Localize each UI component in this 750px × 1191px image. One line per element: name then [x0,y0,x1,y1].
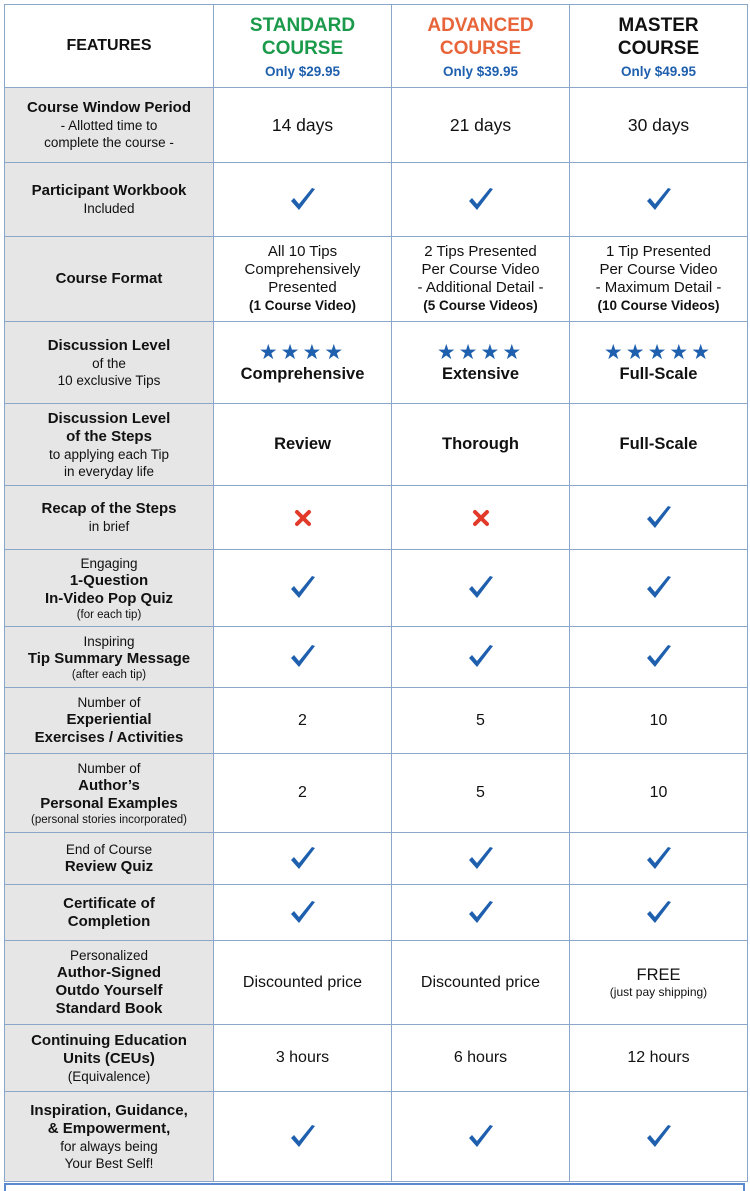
check-icon [466,904,496,921]
advanced-value: 21 days [392,88,570,163]
free-label: FREE [636,965,681,984]
x-icon [471,509,491,526]
feature-title: Outdo Yourself [55,982,163,999]
feature-title: 1-Question [69,571,149,589]
standard-value [214,627,392,688]
features-header: FEATURES [5,5,214,88]
feature-cell [5,754,214,833]
standard-value: 3 hours [214,1025,392,1092]
standard-value [214,486,392,550]
row-review-quiz [5,833,748,885]
format-line: Comprehensively [244,261,361,278]
feature-title: Experiential [66,711,152,728]
feature-title: Participant Workbook [31,182,187,199]
feature-cell [5,941,214,1025]
row-course-format [5,237,748,322]
star-rating-icon: ★★★★ [258,341,347,364]
check-icon [466,579,496,596]
master-value [570,833,748,885]
advanced-course-title-2: COURSE [439,37,522,59]
check-icon [644,850,674,867]
feature-title: Exercises / Activities [34,729,184,746]
check-icon [288,648,318,665]
row-pop-quiz [5,550,748,627]
shipping-note: (just pay shipping) [609,984,708,999]
feature-title: Personal Examples [40,794,178,812]
price-value: $39.95 [476,63,519,79]
standard-course-title-1: STANDARD [249,14,356,36]
row-ceus [5,1025,748,1092]
feature-title: Discussion Level [47,409,171,427]
price-value: $29.95 [298,63,341,79]
advanced-value [392,627,570,688]
format-line: 1 Tip Presented [605,243,712,260]
feature-pretext: End of Course [65,842,153,857]
advanced-course-header [392,5,570,88]
standard-value: 14 days [214,88,392,163]
row-experiential-exercises [5,688,748,754]
feature-subtext: Included [83,201,135,216]
standard-value [214,1092,392,1182]
feature-cell [5,885,214,941]
advanced-value [392,163,570,237]
feature-cell [5,1092,214,1182]
master-value: Full-Scale [570,404,748,486]
advanced-value: Discounted price [392,941,570,1025]
advanced-course-title-1: ADVANCED [427,14,534,36]
feature-note: (personal stories incorporated) [31,813,187,826]
standard-value: Discounted price [214,941,392,1025]
feature-cell [5,486,214,550]
master-value [570,163,748,237]
feature-cell [5,88,214,163]
advanced-value [392,486,570,550]
check-icon [644,579,674,596]
standard-value [214,237,392,322]
header-row [5,5,748,88]
feature-subtext: 10 exclusive Tips [57,372,161,388]
feature-note: (after each tip) [71,668,147,681]
master-value [570,237,748,322]
feature-subtext: in brief [88,519,130,534]
master-value [570,627,748,688]
standard-value: 2 [214,754,392,833]
format-line: - Additional Detail - [417,279,544,296]
master-value [570,486,748,550]
feature-title: Course Format [55,270,163,287]
feature-title: Units (CEUs) [63,1049,155,1067]
feature-subtext: Your Best Self! [64,1155,154,1171]
standard-course-title-2: COURSE [261,37,344,59]
feature-cell [5,163,214,237]
feature-title: Completion [67,912,151,930]
star-rating-icon: ★★★★★ [603,341,714,364]
master-course-title-1: MASTER [618,14,699,36]
feature-title: Review Quiz [64,858,154,875]
format-videos: (5 Course Videos) [423,298,538,313]
row-tip-summary [5,627,748,688]
advanced-value [392,237,570,322]
feature-cell [5,322,214,404]
feature-title: of the Steps [66,427,152,445]
check-icon [466,1128,496,1145]
check-icon [288,191,318,208]
advanced-value [392,322,570,404]
feature-pretext: Personalized [69,948,149,963]
master-value: 12 hours [570,1025,748,1092]
check-icon [288,579,318,596]
row-inspiration [5,1092,748,1182]
feature-title: Tip Summary Message [27,649,191,667]
level-label: Full-Scale [619,365,698,383]
price-prefix: Only [620,63,651,79]
format-videos: (10 Course Videos) [597,298,720,313]
advanced-value: Thorough [392,404,570,486]
master-course-title-2: COURSE [617,37,700,59]
feature-title: In-Video Pop Quiz [44,589,174,607]
standard-value [214,322,392,404]
row-discussion-level-steps [5,404,748,486]
feature-title: Course Window Period [26,99,192,116]
advanced-value [392,550,570,627]
feature-pretext: Engaging [80,555,138,571]
row-personal-examples [5,754,748,833]
feature-cell [5,404,214,486]
level-label: Comprehensive [240,365,365,383]
feature-title: Certificate of [63,894,155,912]
master-value [570,322,748,404]
check-icon [644,648,674,665]
master-value [570,1092,748,1182]
check-icon [644,1128,674,1145]
feature-title: Standard Book [55,1000,163,1017]
master-value: 30 days [570,88,748,163]
star-rating-icon: ★★★★ [436,341,525,364]
master-value [570,885,748,941]
row-discussion-level-tips [5,322,748,404]
x-icon [293,509,313,526]
price-value: $49.95 [654,63,697,79]
advanced-value: 5 [392,688,570,754]
price-prefix: Only [442,63,473,79]
feature-subtext: - Allotted time to [60,118,158,133]
master-value [570,941,748,1025]
check-icon [466,648,496,665]
feature-pretext: Number of [77,695,141,710]
feature-pretext: Inspiring [83,633,135,649]
check-icon [288,1128,318,1145]
price-prefix: Only [264,63,295,79]
standard-value [214,833,392,885]
format-line: Presented [268,279,337,296]
feature-cell [5,237,214,322]
advanced-value [392,885,570,941]
format-line: - Maximum Detail - [595,279,722,296]
feature-title: Continuing Education [31,1031,187,1049]
advanced-value [392,833,570,885]
standard-value: 2 [214,688,392,754]
check-icon [644,191,674,208]
feature-cell [5,833,214,885]
master-value [570,550,748,627]
format-line: 2 Tips Presented [424,243,537,260]
course-comparison-table [4,4,748,1182]
row-course-window-period [5,88,748,163]
advanced-value: 6 hours [392,1025,570,1092]
feature-title: Recap of the Steps [41,500,177,517]
level-label: Extensive [441,365,520,383]
standard-value [214,163,392,237]
feature-cell [5,550,214,627]
standard-value [214,885,392,941]
feature-cell [5,627,214,688]
advanced-price [396,64,565,79]
feature-subtext: in everyday life [63,463,155,479]
standard-course-header [214,5,392,88]
check-icon [644,509,674,526]
footer-border [4,1183,745,1191]
format-line: All 10 Tips [267,243,338,260]
feature-subtext: complete the course - [44,135,174,150]
format-line: Per Course Video [421,261,540,278]
check-icon [288,850,318,867]
feature-subtext: to applying each Tip [48,446,170,462]
standard-value [214,550,392,627]
standard-price [218,64,387,79]
master-course-header [570,5,748,88]
master-value: 10 [570,688,748,754]
row-recap-of-steps [5,486,748,550]
row-certificate [5,885,748,941]
row-participant-workbook [5,163,748,237]
feature-cell [5,1025,214,1092]
feature-title: Author’s [78,776,140,794]
feature-title: Inspiration, Guidance, [30,1101,188,1119]
check-icon [644,904,674,921]
check-icon [466,191,496,208]
feature-title: Author-Signed [56,964,162,981]
row-signed-book [5,941,748,1025]
advanced-value [392,1092,570,1182]
master-value: 10 [570,754,748,833]
feature-subtext: for always being [60,1138,158,1154]
feature-cell [5,688,214,754]
format-line: Per Course Video [599,261,718,278]
feature-subtext: (Equivalence) [67,1068,151,1084]
feature-pretext: Number of [77,760,141,776]
master-price [574,64,743,79]
feature-title: & Empowerment, [47,1119,171,1137]
feature-note: (for each tip) [76,608,142,621]
feature-subtext: of the [92,355,126,371]
format-videos: (1 Course Video) [248,298,357,313]
check-icon [466,850,496,867]
feature-title: Discussion Level [47,336,171,354]
check-icon [288,904,318,921]
advanced-value: 5 [392,754,570,833]
standard-value: Review [214,404,392,486]
